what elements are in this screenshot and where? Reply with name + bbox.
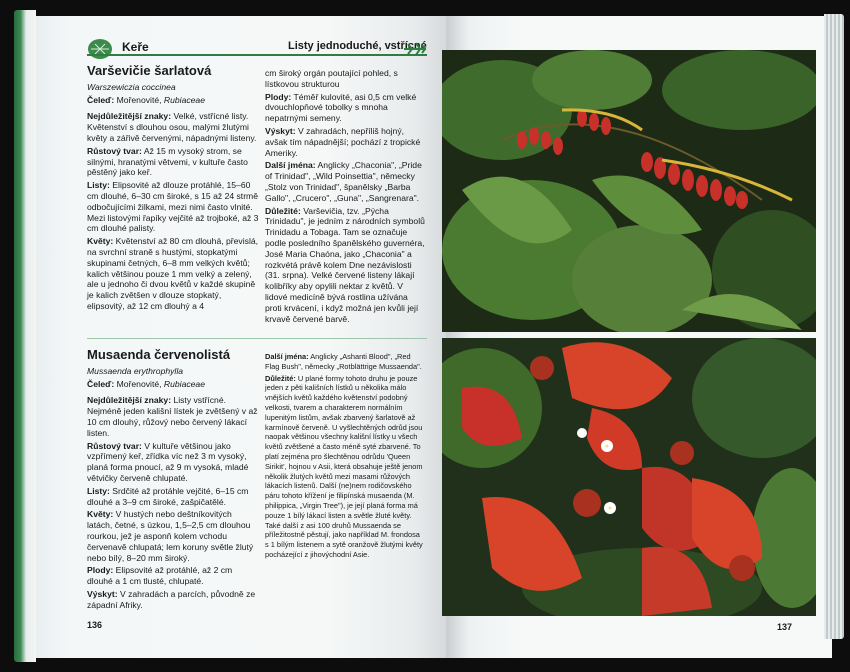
entry1-title: Varševičie šarlatová [87,63,212,78]
entry2-right-column [265,352,425,562]
entry1-left-column [87,63,259,314]
entry2-growth-label: Růstový tvar: [87,440,142,451]
entry2-growth: V kultuře většinou jako vzpřímený keř, zřídka víc než 3 m vysoký, planá forma pnoucí, až 9 m vysoká, mladé větvičky červeně chlupaté. [87,440,249,483]
entry2-family: Mořenovité, [116,378,162,389]
entry-divider [87,338,427,339]
entry2-fruit-label: Plody: [87,565,114,576]
entry1-right-column [265,68,425,326]
entry1-key-features-label: Nejdůležitější znaky: [87,111,172,122]
entry2-flowers: V hustých nebo deštníkovitých latách, četné, s úzkou, 1,5–2,5 cm dlouhou rourkou, jež je asponň kolem vchodu červenavě chlupatá; lem koruny světle žlutý nebo bílý, 8–20 mm široký. [87,509,254,563]
entry1-flowers-label: Květy: [87,236,114,247]
entry1-flowers-cont: cm široký orgán poutající pohled, s lístkovou strukturou [265,68,398,89]
book-cover-edge [14,10,36,662]
entry2-flowers-label: Květy: [87,509,114,520]
entry2-fruit: Elipsovité až protáhlé, až 2 cm dlouhé a 1 cm tlusté, chlupaté. [87,565,233,587]
entry2-other-names-label: Další jména: [265,352,309,361]
entry2-occurrence-label: Výskyt: [87,588,118,599]
entry2-title: Musaenda červenolistá [87,347,231,362]
header-rule [87,54,427,56]
entry1-latin-name: Warszewiczia coccinea [87,81,176,92]
photo-mussaenda [442,338,816,616]
entry2-latin-name: Mussaenda erythrophylla [87,365,184,376]
entry1-important-label: Důležité: [265,205,301,216]
entry2-important: U plané formy tohoto druhu je pouze jeden z pěti kališních lístků u několika málo vnějších květů každého květenství podobný velkosti, tvarem a charakterem normálním lupenitým listům, avšak zbarvený šarlatově až karmínově červeně. U vyšlechtěných odrůd jsou naopak většinou všechny kališní lístky u všech květů zvětšené a často méně syté zbarvené. To platí zejména pro šlechtěnou odrůdu 'Queen Sirikit', hojnou v Asii, která obsahuje ještě jenom několik žlutých květů mezi masami růžových lákacích listenů. Další (ne)nem rodičovského páru tohoto křížení je filipínská musaenda (M. philippica, „Virgin Tree"), je její planá forma má pouze 1 bílý lákací listen a světle žluté květy. Také další z asi 100 druhů Mussaenda se příležitostně pěstují, jako například M. frondosa s 1 bílým listenem a sytě oranžově žlutými květy pocházející z jihovýchodní Asie. [265,373,423,559]
entry1-family: Mořenovité, [116,94,162,105]
entry2-key-features: Listy vstřícné. Nejméně jeden kališní lístek je zvětšený v až 10 cm dlouhý, růžový nebo červený lákací listen. [87,395,258,438]
entry1-fruit: Téměř kulovité, asi 0,5 cm velké dvouchlopňové tobolky s mnoha nepatrnými semeny. [265,91,417,124]
entry1-leaves-label: Listy: [87,180,110,191]
entry1-growth-label: Růstový tvar: [87,145,142,156]
category-title: Listy jednoduché, vstřícné [288,40,427,52]
entry2-left-column [87,347,259,613]
entry2-family-latin: Rubiaceae [163,378,205,389]
right-page-number: 137 [777,622,793,632]
entry1-key-features: Velké, vstřícné listy. Květenství s dlouhou osou, malými žlutými květy a zářivě červenými, nápadnými listeny. [87,111,257,143]
entry1-occurrence-label: Výskyt: [265,125,296,136]
entry2-family-label: Čeleď: [87,378,115,389]
photo-warszewiczia [442,50,816,332]
entry1-fruit-label: Plody: [265,91,292,102]
entry1-leaves: Elipsovité až dlouze protáhlé, 15–60 cm dlouhé, 6–30 cm široké, s 15 až 24 strmě odbočujícími žilkami, mezi nimi často vlnité. Mezi listovými řapíky vejčité až trojboké, až 3 cm dlouhé palisty. [87,180,259,234]
entry1-occurrence: V zahradách, nepříliš hojný, avšak tím nápadnější; pochází z tropické Ameriky. [265,125,421,158]
entry1-other-names: Anglicky „Chaconia", „Pride of Trinidad", „Wild Poinsettia", německy „Stolz von Trinidad", španělsky „Barba Gallo", „Crucero", „Guna", „Sangrenara". [265,160,422,203]
entry2-key-features-label: Nejdůležitější znaky: [87,395,172,406]
entry2-occurrence: V zahradách a parcích, původně ze západní Afriky. [87,588,256,610]
leaf-icon [87,38,113,60]
entry2-leaves: Srdčité až protáhle vejčité, 6–15 cm dlouhé a 3–9 cm široké, zašpičatělé. [87,485,249,507]
entry1-family-latin: Rubiaceae [163,94,205,105]
section-title: Keře [122,40,149,54]
entry1-other-names-label: Další jména: [265,160,316,171]
entry2-important-label: Důležité: [265,373,296,383]
entry1-important: Varševičia, tzv. „Pýcha Trinidadu", je jedním z národních symbolů Trinidadu a Tobaga. Tam se označuje podle posledního španělského guvernéra, José Maria Chaóna, jako „Chaconia" a rozkvétá právě kolem Dne nezávislosti (31. srpna). Velké červené listeny lákají kolibříky aby opylili nektar z květů. V lidové medicíně bývá rostlina užívána proti krvácení, i když možná jen kvůli její krvavě červené barvě. [265,205,425,324]
entry2-leaves-label: Listy: [87,485,110,496]
entry1-family-label: Čeleď: [87,94,115,105]
entry1-growth: Až 15 m vysoký strom, se silnými, hranatými větvemi, v kultuře často pěstěný jako keř. [87,145,248,178]
entry2-other-names: Anglicky „Ashanti Blood", „Red Flag Bush", německy „Rotblättrige Mussaenda". [265,352,422,371]
left-page-number: 136 [87,620,103,630]
entry1-flowers: Květenství až 80 cm dlouhá, převislá, na svrchní straně s hustými, stopkatými skupinami četných, 6–8 mm velkých květů; kalich většinou pouze 1 mm velký a zelený, ale u jednoho či dvou květů v každé skupině je kalich zvětšen v dlouze stopkatý, elipsovitý, až 12 cm dlouhý a 4 [87,236,259,311]
page-edges [824,14,844,639]
